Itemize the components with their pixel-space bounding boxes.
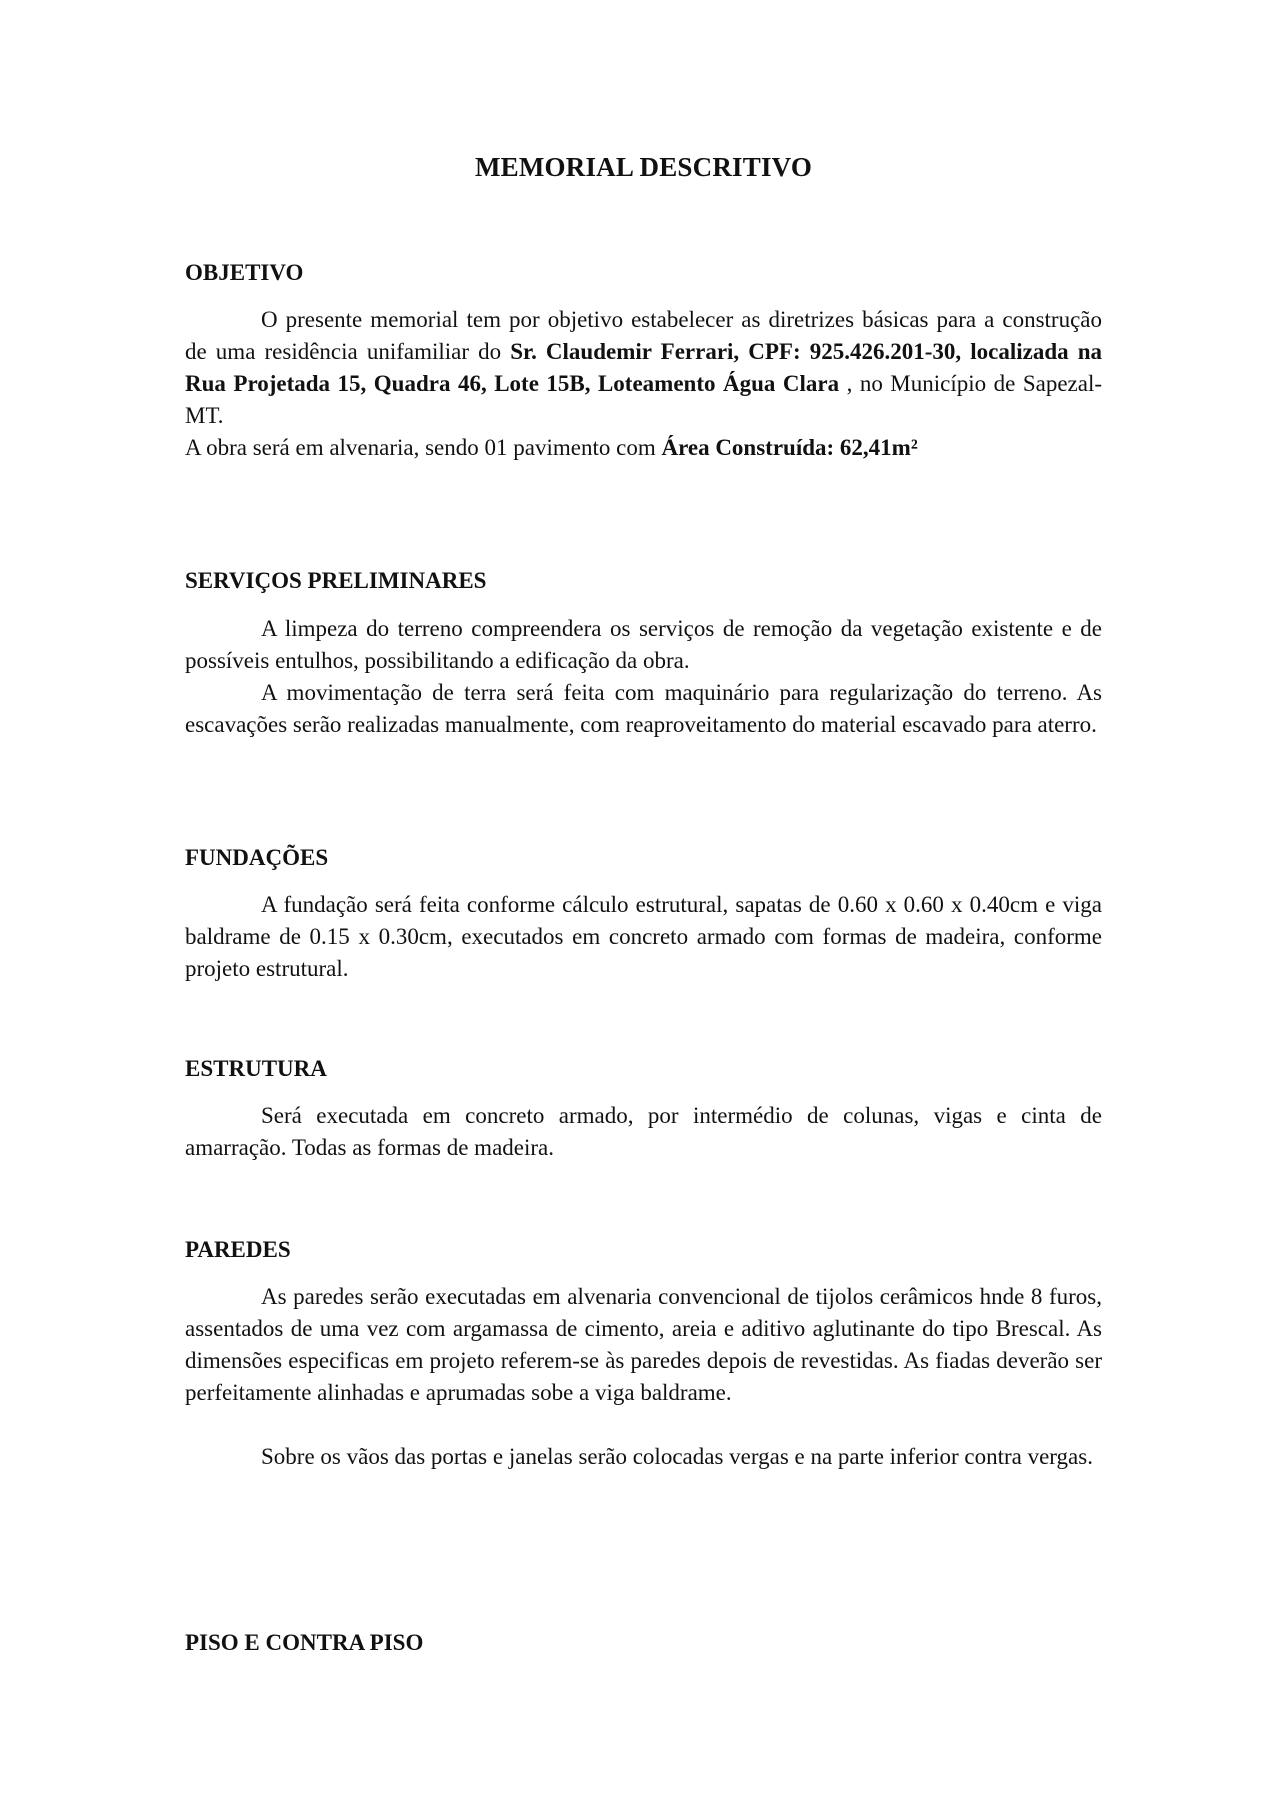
section-heading-paredes: PAREDES	[185, 1237, 291, 1262]
paredes-paragraph-1: As paredes serão executadas em alvenaria convencional de tijolos cerâmicos hnde 8 furos, assentados de uma vez com argamassa de cimento, areia e aditivo aglutinante do tipo Brescal. As dimensões especificas em projeto referem-se às paredes depois de revestidas. As fiadas deverão ser perfeitamente alinhadas e aprumadas sobe a viga baldrame.	[185, 1284, 1102, 1405]
section-heading-estrutura: ESTRUTURA	[185, 1056, 327, 1081]
section-heading-objetivo: OBJETIVO	[185, 260, 304, 285]
document-title: MEMORIAL DESCRITIVO	[474, 152, 813, 182]
paredes-paragraph-2: Sobre os vãos das portas e janelas serão colocadas vergas e na parte inferior contra vergas.	[261, 1444, 1093, 1469]
objetivo-text-municipality: , no Município de Sapezal-MT.	[185, 371, 1103, 428]
objetivo-paragraph-1	[185, 304, 1102, 432]
servicos-paragraph-1: A limpeza do terreno compreendera os serviços de remoção da vegetação existente e de possíveis entulhos, possibilitando a edificação da obra.	[185, 616, 1102, 673]
objetivo-text-intro: O presente memorial tem por objetivo estabelecer as diretrizes básicas para a construção de uma residência unifamiliar do	[185, 307, 1102, 364]
fundacoes-paragraph-1: A fundação será feita conforme cálculo estrutural, sapatas de 0.60 x 0.60 x 0.40cm e viga baldrame de 0.15 x 0.30cm, executados em concreto armado com formas de madeira, conforme projeto estrutural.	[185, 892, 1102, 981]
objetivo-text-obra: A obra será em alvenaria, sendo 01 pavimento com	[185, 435, 662, 460]
section-heading-fundacoes: FUNDAÇÕES	[185, 845, 329, 870]
estrutura-paragraph-1: Será executada em concreto armado, por intermédio de colunas, vigas e cinta de amarração. Todas as formas de madeira.	[185, 1103, 1102, 1160]
objetivo-text-area: Área Construída: 62,41m²	[661, 435, 918, 460]
objetivo-paragraph-2	[185, 432, 1102, 464]
section-heading-piso-contra-piso: PISO E CONTRA PISO	[185, 1630, 424, 1655]
servicos-paragraph-2: A movimentação de terra será feita com maquinário para regularização do terreno. As escavações serão realizadas manualmente, com reaproveitamento do material escavado para aterro.	[185, 680, 1102, 737]
objetivo-text-owner-address: Sr. Claudemir Ferrari, CPF: 925.426.201-30, localizada na Rua Projetada 15, Quadra 46, Lote 15B, Loteamento Água Clara	[185, 339, 1102, 396]
section-heading-servicos-preliminares: SERVIÇOS PRELIMINARES	[185, 568, 487, 593]
